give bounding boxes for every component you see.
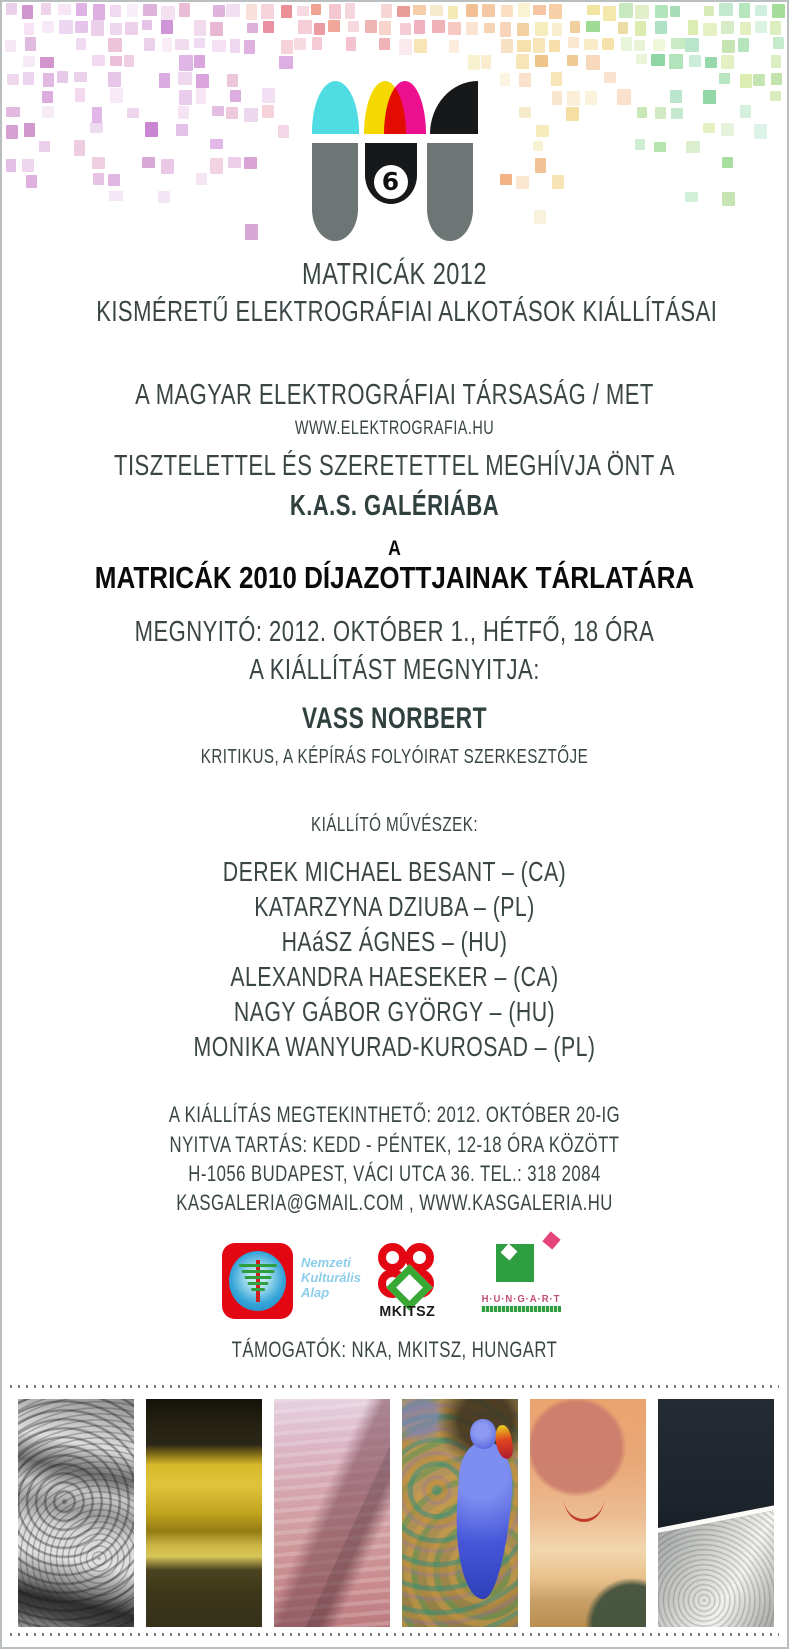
blue-figure-shape	[451, 1439, 516, 1600]
red-arc-shape	[564, 1499, 604, 1522]
logo-gray-column-right	[427, 143, 473, 241]
opener-title: KRITIKUS, A KÉPÍRÁS FOLYÓIRAT SZERKESZTŐJE	[200, 746, 589, 768]
visit-info-line: KASGALERIA@GMAIL.COM , WWW.KASGALERIA.HU	[176, 1190, 613, 1215]
visit-info-line: H-1056 BUDAPEST, VÁCI UTCA 36. TEL.: 318 2084	[188, 1161, 601, 1186]
artist-row: NAGY GÁBOR GYÖRGY – (HU)	[233, 996, 556, 1027]
venue-name: K.A.S. GALÉRIÁBA	[289, 490, 500, 522]
organizer-website: WWW.ELEKTROGRAFIA.HU	[294, 418, 495, 439]
event-title: MATRICÁK 2010 DÍJAZOTTJAINAK TÁRLATÁRA	[94, 560, 695, 595]
hungart-green-bar	[481, 1306, 561, 1312]
article-a: A	[388, 537, 401, 560]
mkitsz-logo	[378, 1243, 434, 1318]
nka-wordmark: Nemzeti Kulturális Alap	[301, 1255, 361, 1300]
artwork-thumbnail-5	[530, 1399, 646, 1627]
logo-gray-column-left	[312, 143, 358, 241]
logo-cyan-arch-icon	[312, 81, 359, 134]
floor-diagonal-shape	[658, 1501, 774, 1627]
nka-tree-icon	[229, 1251, 286, 1311]
logo-black-column	[365, 143, 417, 204]
poster-title: MATRICÁK 2012	[302, 256, 487, 291]
artist-row: KATARZYNA DZIUBA – (PL)	[254, 891, 535, 922]
blue-figure-head-shape	[470, 1419, 496, 1449]
logo-black-arch-icon	[430, 81, 478, 134]
hungart-pink-diamond-icon	[542, 1231, 560, 1249]
opener-name: VASS NORBERT	[302, 702, 487, 735]
matricak-logo	[312, 81, 478, 243]
visit-info-line: A KIÁLLÍTÁS MEGTEKINTHETŐ: 2012. OKTÓBER 20-IG	[168, 1102, 621, 1127]
mkitsz-ring-icon	[378, 1243, 407, 1272]
mkitsz-wordmark: MKITSZ	[379, 1303, 436, 1320]
artwork-thumbnail-6	[658, 1399, 774, 1627]
opening-datetime: MEGNYITÓ: 2012. OKTÓBER 1., HÉTFŐ, 18 ÓRA	[134, 616, 655, 648]
organizer-name: A MAGYAR ELEKTROGRÁFIAI TÁRSASÁG / MET	[135, 379, 654, 411]
visit-info-line: NYITVA TARTÁS: KEDD - PÉNTEK, 12-18 ÓRA KÖZÖTT	[169, 1132, 620, 1157]
artist-row: ALEXANDRA HAESEKER – (CA)	[230, 961, 559, 992]
artists-label: KIÁLLÍTÓ MŰVÉSZEK:	[310, 814, 479, 836]
nka-logo	[222, 1243, 293, 1319]
dotted-separator-bottom	[10, 1633, 779, 1636]
logo-cmy-arch-icon	[364, 81, 426, 134]
poster-subtitle: KISMÉRETŰ ELEKTROGRÁFIAI ALKOTÁSOK KIÁLLÍTÁSAI	[96, 296, 718, 328]
dotted-separator-top	[10, 1385, 779, 1388]
edition-number-badge: 6	[374, 165, 408, 199]
hungart-wordmark: H·U·N·G·A·R·T	[481, 1294, 561, 1305]
artist-row: MONIKA WANYURAD-KUROSAD – (PL)	[193, 1031, 596, 1062]
hungart-logo	[479, 1230, 563, 1312]
artwork-thumbnail-4	[402, 1399, 518, 1627]
artwork-thumbnail-2	[146, 1399, 262, 1627]
artwork-thumbnail-3	[274, 1399, 390, 1627]
opener-label: A KIÁLLÍTÁST MEGNYITJA:	[249, 654, 540, 686]
artwork-thumbnail-1	[18, 1399, 134, 1627]
sponsors-tagline: TÁMOGATÓK: NKA, MKITSZ, HUNGART	[231, 1337, 558, 1362]
artist-row: HAáSZ ÁGNES – (HU)	[281, 926, 508, 957]
artist-row: DEREK MICHAEL BESANT – (CA)	[222, 856, 567, 887]
invitation-text: TISZTELETTEL ÉS SZERETETTEL MEGHÍVJA ÖNT A	[114, 450, 675, 482]
